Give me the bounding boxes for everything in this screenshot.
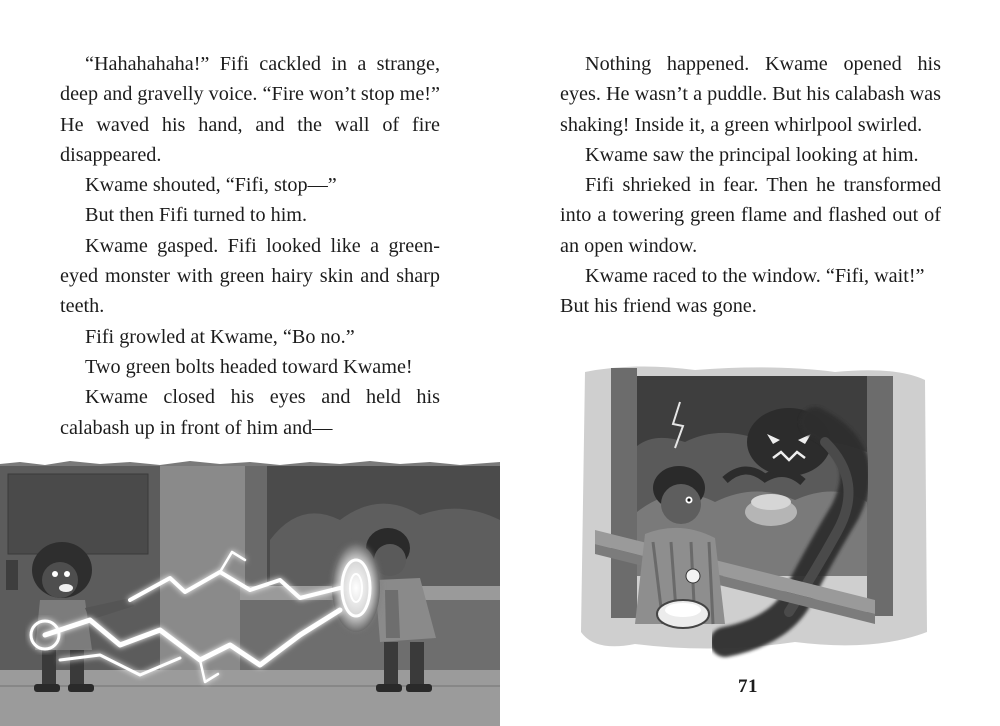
paragraph: Kwame raced to the window. “Fifi, wait!” But his friend was gone. — [560, 265, 925, 318]
paragraph: Two green bolts headed toward Kwame! — [85, 355, 413, 378]
paragraph: Fifi shrieked in fear. Then he transformed into a towering green flame and flashed out of an open window. — [560, 174, 941, 257]
window-escape-illustration — [575, 362, 930, 662]
lightning-battle-illustration — [0, 460, 500, 726]
paragraph: Fifi growled at Kwame, “Bo no.” — [85, 325, 355, 348]
page-number: 71 — [738, 676, 758, 697]
left-page-text — [60, 49, 440, 443]
paragraph: Kwame saw the principal looking at him. — [585, 143, 919, 166]
paragraph: Kwame shouted, “Fifi, stop—” — [85, 174, 337, 197]
paragraph: “Hahahahaha!” Fifi cackled in a strange, deep and gravelly voice. “Fire won’t stop me!” He waved his hand, and the wall of fire disappeared. — [60, 53, 440, 166]
paragraph: Kwame closed his eyes and held his calabash up in front of him and— — [60, 386, 440, 439]
right-page-text — [560, 49, 941, 322]
paragraph: Kwame gasped. Fifi looked like a green-eyed monster with green hairy skin and sharp teeth. — [60, 234, 440, 318]
paragraph: But then Fifi turned to him. — [85, 204, 308, 227]
paragraph: Nothing happened. Kwame opened his eyes. He wasn’t a puddle. But his calabash was shaking! Inside it, a green whirlpool swirled. — [560, 53, 941, 136]
